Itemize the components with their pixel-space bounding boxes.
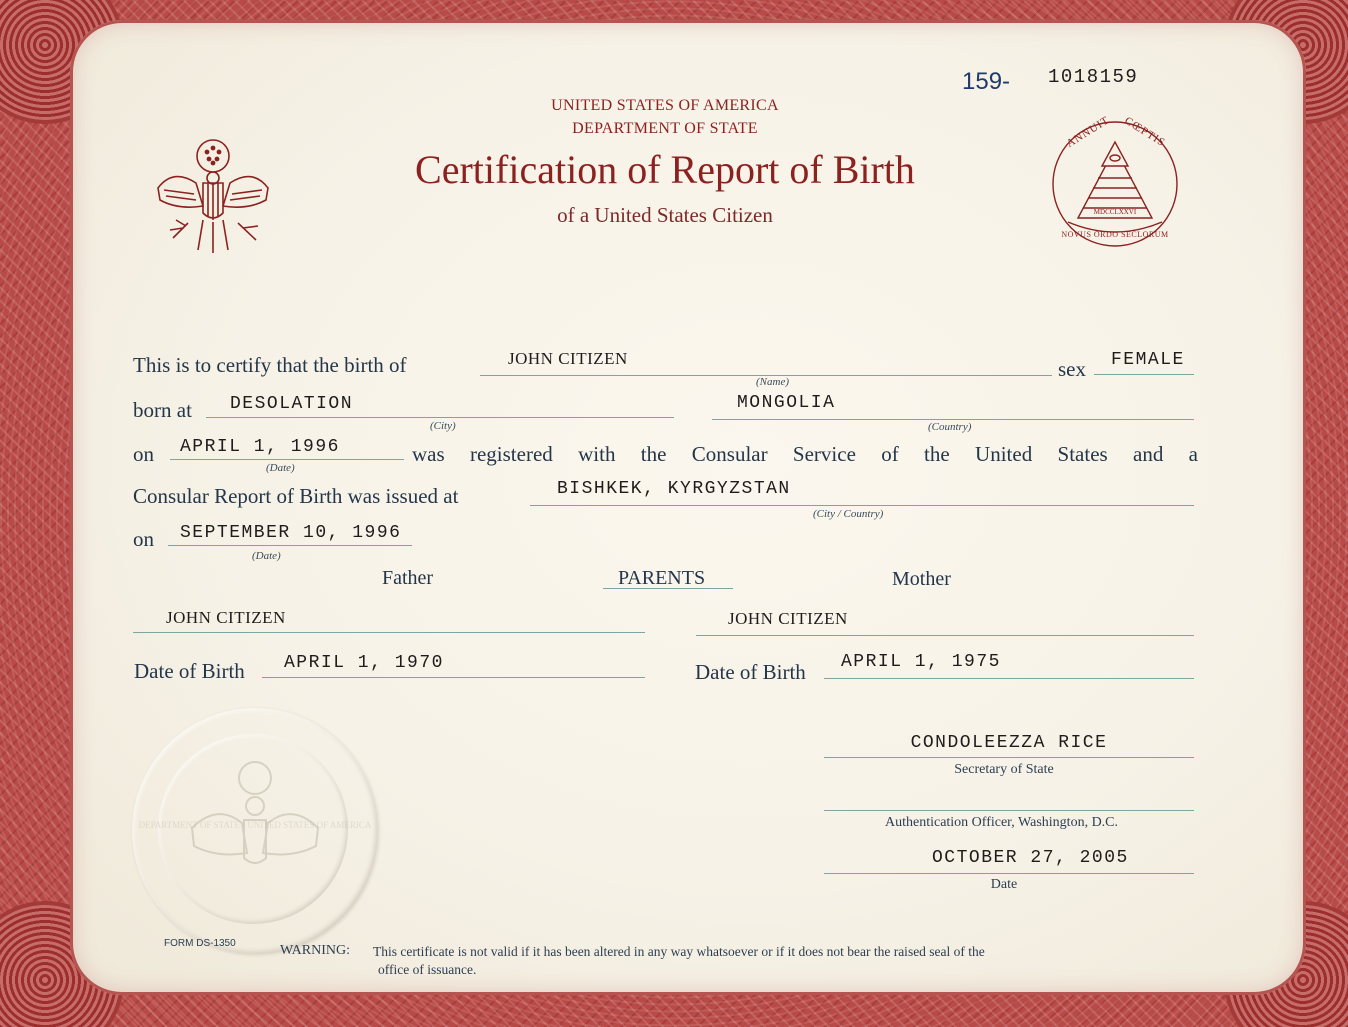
issued-place-underline	[530, 505, 1194, 506]
birth-date-underline	[170, 459, 404, 460]
seal-motto-coeptis: CŒPTIS	[1122, 114, 1168, 150]
father-name-underline	[133, 632, 645, 633]
father-label: Father	[382, 567, 434, 589]
embossed-eagle-icon	[132, 708, 378, 954]
page-subtitle: of a United States Citizen	[557, 203, 773, 227]
name-caption: (Name)	[756, 376, 789, 388]
issued-at-label: Consular Report of Birth was issued at	[133, 484, 459, 508]
issued-date-value: SEPTEMBER 10, 1996	[180, 523, 402, 543]
pyramid-seal	[1050, 114, 1180, 250]
form-number: FORM DS-1350	[164, 938, 236, 949]
issued-date-underline	[168, 545, 412, 546]
on-label-birth: on	[133, 442, 154, 466]
birth-date-value: APRIL 1, 1996	[180, 437, 340, 457]
warning-text-line2: office of issuance.	[378, 962, 477, 977]
mother-dob-label: Date of Birth	[695, 660, 806, 684]
secretary-name-value: CONDOLEEZZA RICE	[910, 733, 1108, 753]
father-dob-label: Date of Birth	[134, 659, 245, 683]
great-seal-eagle-icon	[148, 128, 278, 258]
child-name-value: JOHN CITIZEN	[508, 349, 628, 368]
issued-place-value: BISHKEK, KYRGYZSTAN	[557, 479, 791, 499]
sex-label: sex	[1058, 357, 1086, 381]
embossed-seal-text: DEPARTMENT OF STATE · UNITED STATES OF AMERICA	[138, 820, 372, 830]
date-label: Date	[990, 877, 1018, 892]
father-dob-underline	[262, 677, 645, 678]
certificate-date-value: OCTOBER 27, 2005	[932, 848, 1129, 868]
mother-label: Mother	[892, 568, 951, 590]
birth-country-value: MONGOLIA	[737, 393, 836, 413]
parents-heading: PARENTS	[618, 567, 706, 589]
birth-date-caption: (Date)	[266, 462, 295, 474]
issued-place-caption: (City / Country)	[813, 508, 884, 520]
sex-underline	[1094, 374, 1194, 375]
page-title: Certification of Report of Birth	[415, 147, 915, 192]
header-country: UNITED STATES OF AMERICA	[551, 97, 779, 114]
registered-text: was registered with the Consular Service of the United States and a	[412, 442, 1198, 466]
header-department: DEPARTMENT OF STATE	[572, 120, 758, 137]
secretary-title: Secretary of State	[954, 762, 1054, 777]
auth-officer-underline	[824, 810, 1194, 811]
mother-dob-underline	[824, 678, 1194, 679]
certify-label: This is to certify that the birth of	[133, 353, 407, 377]
parents-underline	[603, 588, 733, 589]
city-underline	[206, 417, 674, 418]
seal-roman-numeral: MDCCLXXVI	[1093, 208, 1137, 216]
on-label-issued: on	[133, 527, 154, 551]
birth-city-value: DESOLATION	[230, 394, 354, 414]
date-underline	[824, 873, 1194, 874]
country-caption: (Country)	[928, 421, 972, 433]
serial-prefix: 159-	[962, 68, 1011, 95]
born-at-label: born at	[133, 398, 192, 422]
warning-text-line1: This certificate is not valid if it has been altered in any way whatsoever or if it does not bear the raised seal of the	[373, 944, 985, 959]
country-underline	[712, 419, 1194, 420]
embossed-seal	[132, 708, 378, 954]
seal-motto-annuit: ANNUIT	[1064, 114, 1112, 150]
sex-value: FEMALE	[1111, 350, 1185, 370]
warning-label: WARNING:	[280, 943, 350, 958]
mother-name-underline	[696, 635, 1194, 636]
seal-motto-novus: NOVUS ORDO SECLORUM	[1061, 230, 1169, 239]
secretary-underline	[824, 757, 1194, 758]
father-name-value: JOHN CITIZEN	[166, 608, 286, 627]
issued-date-caption: (Date)	[252, 550, 281, 562]
city-caption: (City)	[430, 420, 456, 432]
mother-dob-value: APRIL 1, 1975	[841, 652, 1001, 672]
father-dob-value: APRIL 1, 1970	[284, 653, 444, 673]
serial-number: 1018159	[1048, 66, 1139, 88]
auth-officer-label: Authentication Officer, Washington, D.C.	[884, 815, 1119, 830]
mother-name-value: JOHN CITIZEN	[728, 609, 848, 628]
